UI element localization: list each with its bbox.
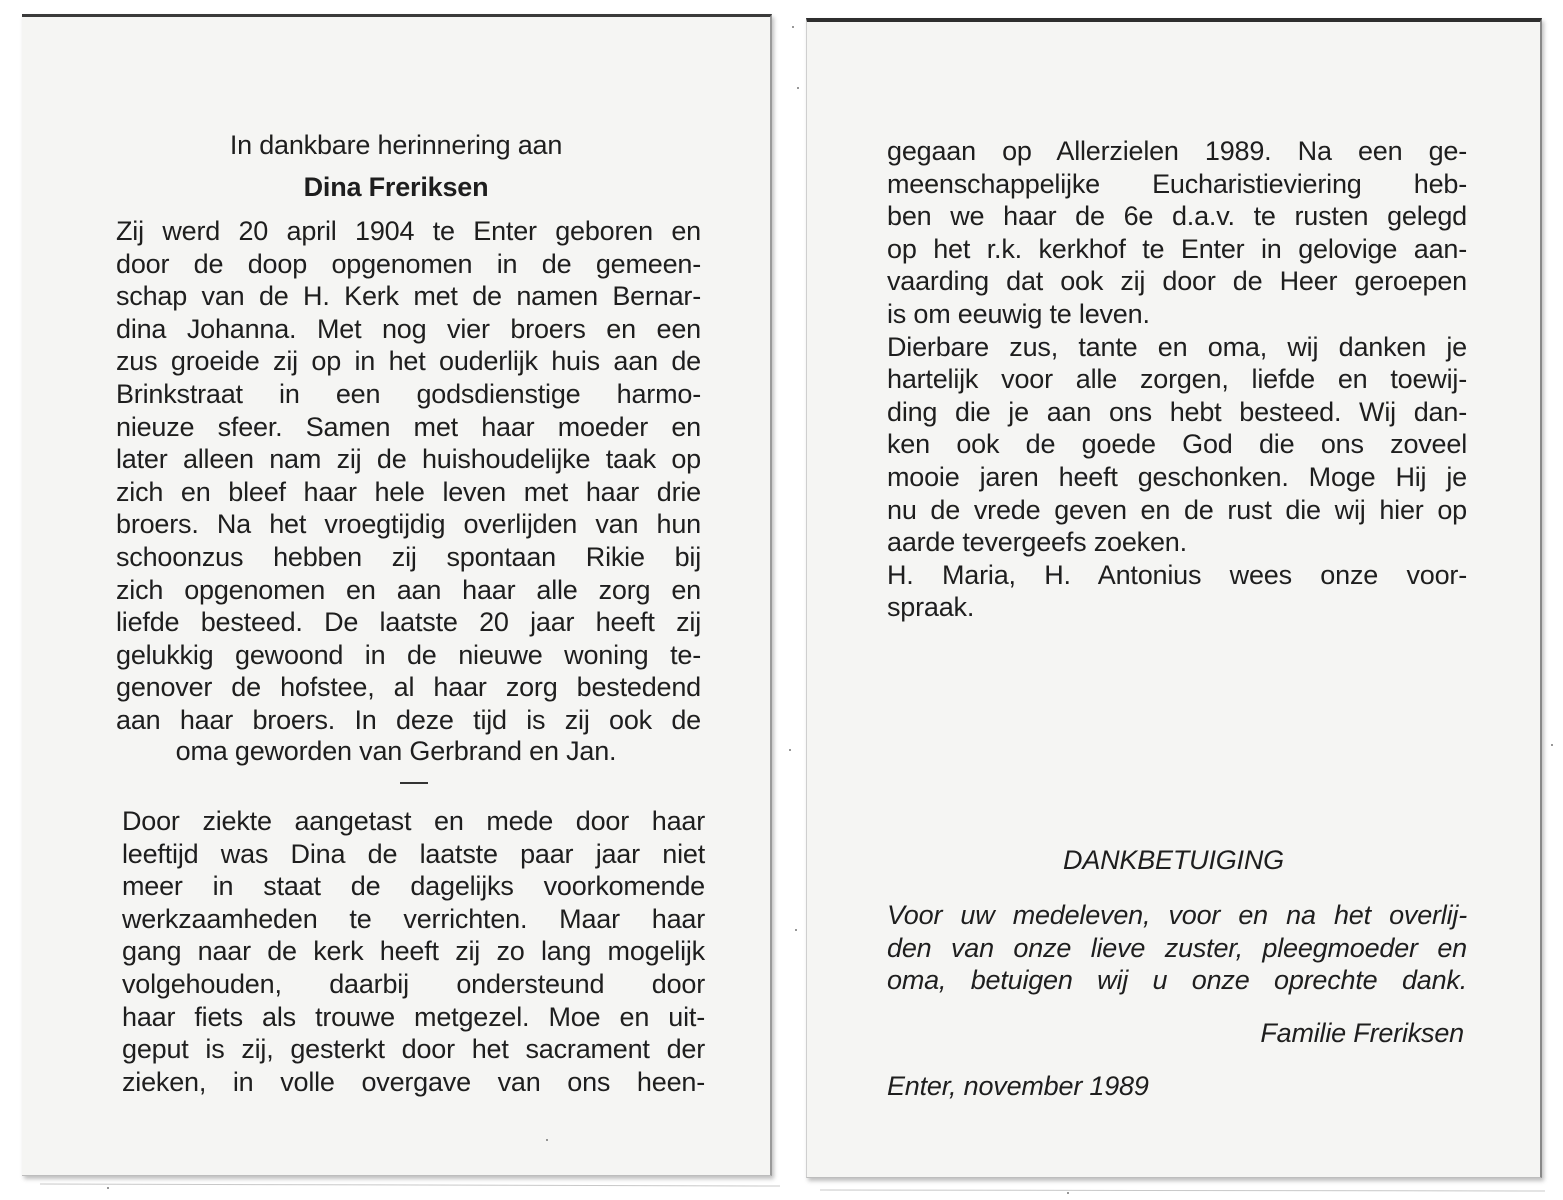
deceased-name: Dina Freriksen [303, 172, 489, 202]
illness-paragraph [122, 805, 705, 1098]
text-line: Dierbare zus, tante en oma, wij danken je [887, 331, 1467, 362]
text-line: genover de hofstee, al haar zorg bestedend [116, 672, 701, 703]
continuation-paragraph [887, 135, 1467, 624]
text-line: werkzaamheden te verrichten. Maar haar [122, 903, 705, 934]
text-line: schap van de H. Kerk met de namen Bernar- [116, 281, 701, 312]
text-line: Voor uw medeleven, voor en na het overlij- [887, 900, 1467, 930]
text-line: gelukkig gewoond in de nieuwe woning te- [116, 639, 701, 670]
text-line: hartelijk voor alle zorgen, liefde en toewij- [887, 364, 1467, 395]
scan-speck [107, 1187, 109, 1189]
text-line: leeftijd was Dina de laatste paar jaar niet [122, 838, 705, 869]
text-line: nieuze sfeer. Samen met haar moeder en [116, 411, 701, 442]
scan-speck [797, 87, 799, 89]
scan-speck [1551, 744, 1553, 746]
scan-speck [789, 749, 791, 751]
text-line: aarde tevergeefs zoeken. [887, 527, 1187, 558]
text-line: oma, betuigen wij u onze oprechte dank. [887, 965, 1467, 996]
text-line: later alleen nam zij de huishoudelijke taak op [116, 444, 701, 475]
memorial-card-right-page [806, 18, 1542, 1178]
text-line: op het r.k. kerkhof te Enter in gelovige aan- [887, 233, 1467, 264]
text-line: zus groeide zij op in het ouderlijk huis aan de [116, 346, 701, 377]
text-line: den van onze lieve zuster, pleegmoeder en [887, 932, 1467, 963]
text-line: ken ook de goede God die ons zoveel [887, 429, 1467, 460]
text-line: meer in staat de dagelijks voorkomende [122, 871, 705, 902]
text-line: aan haar broers. In deze tijd is zij ook de [116, 704, 701, 735]
text-line: liefde besteed. De laatste 20 jaar heeft zij [116, 607, 701, 638]
text-line: zich en bleef haar hele leven met haar drie [116, 476, 701, 507]
text-line: haar fiets als trouwe metgezel. Moe en uit- [122, 1001, 705, 1032]
text-line: schoonzus hebben zij spontaan Rikie bij [116, 541, 701, 572]
scan-speck [792, 26, 794, 28]
memorial-card-left-page [22, 14, 772, 1176]
text-line: is om eeuwig te leven. [887, 298, 1150, 329]
text-line: Brinkstraat in een godsdienstige harmo- [116, 378, 701, 409]
text-line: nu de vrede geven en de rust die wij hier op [887, 494, 1467, 525]
place-and-date: Enter, november 1989 [887, 1071, 1149, 1101]
text-line: broers. Na het vroegtijdig overlijden van hun [116, 509, 701, 540]
text-line: Door ziekte aangetast en mede door haar [122, 806, 705, 836]
text-line: geput is zij, gesterkt door het sacrament der [122, 1034, 705, 1065]
text-line: gegaan op Allerzielen 1989. Na een ge- [887, 136, 1467, 166]
text-line: Zij werd 20 april 1904 te Enter geboren en [116, 216, 701, 246]
biography-last-line: oma geworden van Gerbrand en Jan. [175, 736, 617, 766]
scan-speck [1067, 1192, 1069, 1194]
text-line: vaarding dat ook zij door de Heer geroepen [887, 266, 1467, 297]
family-signature: Familie Freriksen [1260, 1018, 1464, 1048]
section-separator [400, 782, 428, 784]
text-line: spraak. [887, 592, 975, 623]
text-line: zieken, in volle overgave van ons heen- [122, 1066, 705, 1097]
biography-paragraph [116, 215, 701, 737]
acknowledgement-heading: DANKBETUIGING [1063, 845, 1284, 875]
text-line: volgehouden, daarbij ondersteund door [122, 968, 705, 999]
text-line: ben we haar de 6e d.a.v. te rusten gelegd [887, 201, 1467, 232]
text-line: door de doop opgenomen in de gemeen- [116, 248, 701, 279]
card-edge-shadow [40, 1184, 780, 1186]
text-line: gang naar de kerk heeft zij zo lang mogelijk [122, 936, 705, 967]
text-line: mooie jaren heeft geschonken. Moge Hij je [887, 461, 1467, 492]
text-line: H. Maria, H. Antonius wees onze voor- [887, 559, 1467, 590]
card-edge-shadow [820, 1190, 1545, 1191]
text-line: zich opgenomen en aan haar alle zorg en [116, 574, 701, 605]
text-line: meenschappelijke Eucharistieviering heb- [887, 168, 1467, 199]
text-line: dina Johanna. Met nog vier broers en een [116, 313, 701, 344]
scan-speck [795, 929, 797, 931]
acknowledgement-text [887, 899, 1467, 997]
text-line: ding die je aan ons hebt besteed. Wij dan- [887, 396, 1467, 427]
intro-text: In dankbare herinnering aan [229, 130, 563, 160]
